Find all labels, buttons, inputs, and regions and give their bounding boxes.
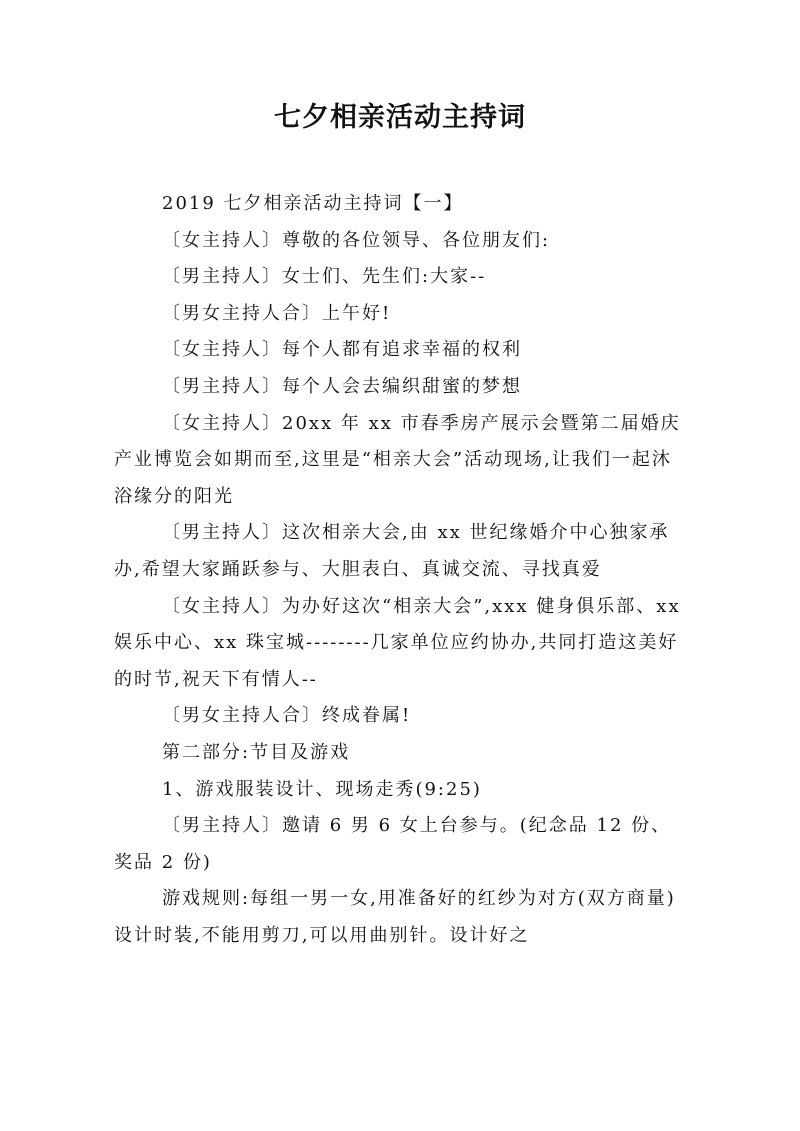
paragraph: 〔女主持人〕尊敬的各位领导、各位朋友们: [162, 229, 551, 251]
paragraph: 〔男女主持人合〕上午好! [162, 302, 392, 324]
paragraph: 〔女主持人〕每个人都有追求幸福的权利 [162, 339, 522, 361]
paragraph: 〔女主持人〕20xx 年 xx 市春季房产展示会暨第二届婚庆产业博览会如期而至,这里是“相亲大会”活动现场,让我们一起沐浴缘分的阳光 [114, 412, 681, 507]
paragraph: 〔男主持人〕邀请 6 男 6 女上台参与。(纪念品 12 份、奖品 2 份) [114, 815, 672, 873]
paragraph: 〔男女主持人合〕终成眷属! [162, 705, 412, 727]
paragraph-part-heading: 第二部分:节目及游戏 [162, 741, 351, 763]
paragraph-section-heading: 2019 七夕相亲活动主持词【一】 [162, 193, 464, 214]
paragraph: 〔男主持人〕每个人会去编织甜蜜的梦想 [162, 375, 522, 397]
document-title: 七夕相亲活动主持词 [274, 102, 526, 133]
paragraph: 〔男主持人〕这次相亲大会,由 xx 世纪缘婚介中心独家承办,希望大家踊跃参与、大胆表白、真诚交流、寻找真爱 [114, 522, 670, 580]
paragraph-game-rules: 游戏规则:每组一男一女,用准备好的红纱为对方(双方商量)设计时装,不能用剪刀,可以用曲别针。设计好之 [114, 888, 676, 946]
paragraph: 〔男主持人〕女士们、先生们:大家-- [162, 266, 487, 288]
paragraph: 〔女主持人〕为办好这次“相亲大会”,xxx 健身俱乐部、xx 娱乐中心、xx 珠宝城--------几家单位应约协办,共同打造这美好的时节,祝天下有情人-- [114, 595, 689, 690]
paragraph-game-heading: 1、游戏服装设计、现场走秀(9:25) [162, 778, 482, 800]
document-body [114, 186, 688, 954]
